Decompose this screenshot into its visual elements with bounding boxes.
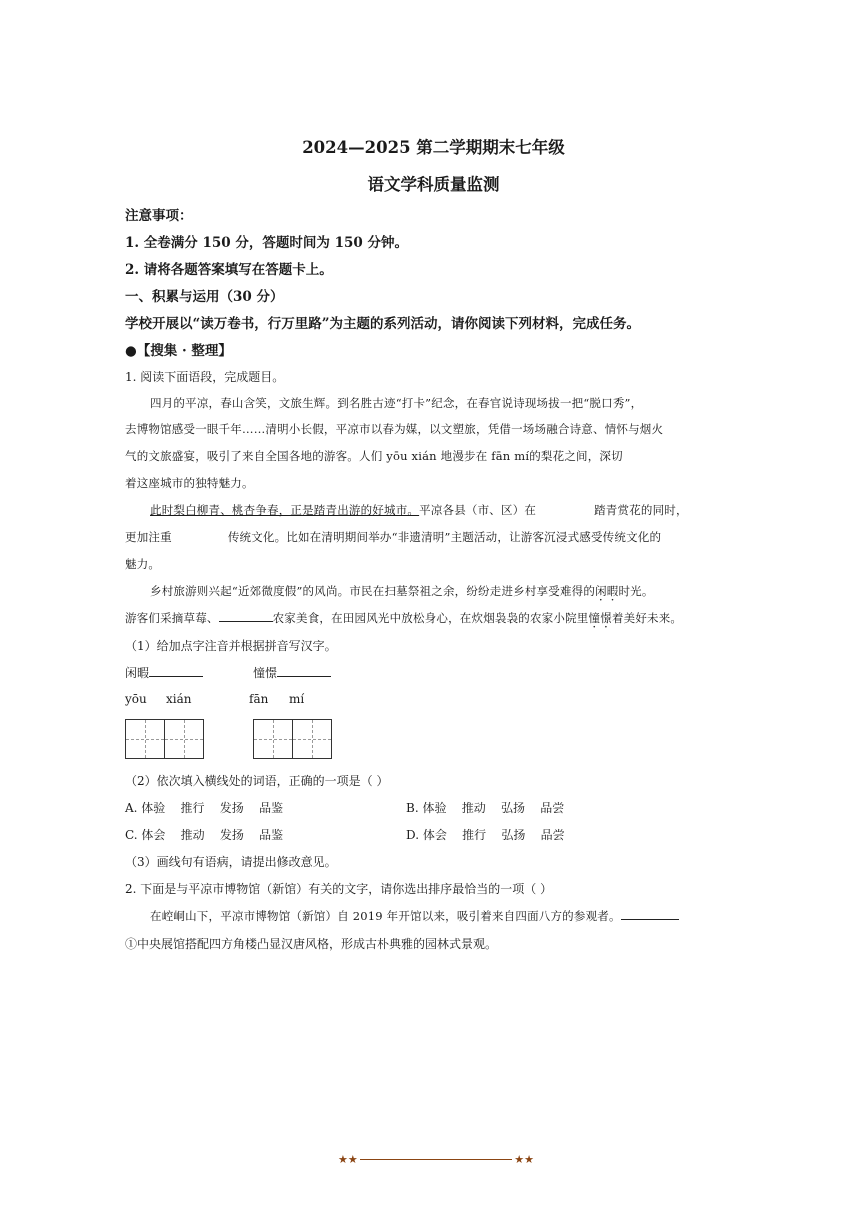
writing-grid[interactable] — [253, 719, 332, 759]
passage-line: 四月的平凉，春山含笑，文旅生辉。到名胜古迹“打卡”纪念，在春官说诗现场拔一把“脱口秀”， — [150, 396, 643, 410]
passage-line: 此时梨白柳青、桃杏争春，正是踏青出游的好城市。平凉各县（市、区）在 踏青赏花的同时， — [150, 503, 688, 517]
star-icon: ★★ — [338, 1152, 358, 1166]
passage-line: 游客们采摘草莓、 农家美食，在田园风光中放松身心，在炊烟袅袅的农家小院里憧憬着美好未来。 — [125, 611, 683, 625]
grid-cell[interactable] — [165, 720, 203, 758]
task-heading: ●【搜集 · 整理】 — [125, 343, 232, 359]
grid-cell[interactable] — [293, 720, 331, 758]
pinyin-label: xián — [166, 692, 192, 706]
fill-blank[interactable] — [219, 621, 273, 622]
page-subtitle: 语文学科质量监测 — [367, 175, 500, 194]
underlined-sentence: 此时梨白柳青、桃杏争春，正是踏青出游的好城市。 — [150, 503, 420, 517]
passage-line: 更加注重 传统文化。比如在清明期间举办“非遗清明”主题活动，让游客沉浸式感受传统文化的 — [125, 530, 662, 544]
section-intro: 学校开展以“读万卷书，行万里路”为主题的系列活动，请你阅读下列材料，完成任务。 — [125, 316, 641, 332]
word-item: 闲暇 — [125, 664, 203, 681]
option-d[interactable]: D. 体会 推行 弘扬 品尝 — [406, 828, 565, 842]
passage-line: 着这座城市的独特魅力。 — [125, 476, 254, 490]
passage-line: 去博物馆感受一眼千年……清明小长假，平凉市以春为媒，以文塑旅，凭借一场场融合诗意、情怀与烟火 — [125, 422, 664, 436]
question-1-stem: 1. 阅读下面语段，完成题目。 — [125, 370, 285, 384]
pinyin-label: yōu — [125, 692, 147, 706]
word-item: 憧憬 — [253, 664, 331, 681]
passage-line: 气的文旅盛宴，吸引了来自全国各地的游客。人们 yōu xián 地漫步在 fān mí的梨花之间，深切 — [125, 449, 623, 463]
pinyin-label: mí — [289, 692, 305, 706]
option-b[interactable]: B. 体验 推动 弘扬 品尝 — [406, 801, 565, 815]
answer-blank[interactable] — [277, 676, 331, 677]
grid-cell[interactable] — [254, 720, 293, 758]
writing-grid[interactable] — [125, 719, 204, 759]
answer-blank[interactable] — [149, 676, 203, 677]
passage-line: 魅力。 — [125, 557, 161, 571]
page-footer-ornament — [338, 1152, 534, 1166]
star-icon: ★★ — [514, 1152, 534, 1166]
grid-cell[interactable] — [126, 720, 165, 758]
notice-item-1: 1. 全卷满分 150 分，答题时间为 150 分钟。 — [125, 235, 408, 251]
sub-question-3: （3）画线句有语病，请提出修改意见。 — [125, 855, 337, 869]
passage-line: 在崆峒山下，平凉市博物馆（新馆）自 2019 年开馆以来，吸引着来自四面八方的参观者。 — [150, 908, 679, 924]
passage-item-1: ①中央展馆搭配四方角楼凸显汉唐风格，形成古朴典雅的园林式景观。 — [125, 937, 498, 951]
notice-heading: 注意事项： — [125, 208, 193, 224]
option-c[interactable]: C. 体会 推动 发扬 品鉴 — [125, 828, 284, 842]
divider-line — [360, 1159, 513, 1160]
sub-question-1: （1）给加点字注音并根据拼音写汉字。 — [125, 639, 337, 653]
sub-question-2: （2）依次填入横线处的词语，正确的一项是（ ） — [125, 774, 389, 788]
question-2-stem: 2. 下面是与平凉市博物馆（新馆）有关的文字，请你选出排序最恰当的一项（ ） — [125, 882, 553, 896]
fill-blank[interactable] — [621, 919, 679, 920]
page-title: 2024—2025 第二学期期末七年级 — [302, 138, 565, 157]
pinyin-label: fān — [249, 692, 269, 706]
notice-item-2: 2. 请将各题答案填写在答题卡上。 — [125, 262, 333, 278]
option-a[interactable]: A. 体验 推行 发扬 品鉴 — [125, 801, 284, 815]
passage-line: 乡村旅游则兴起“近郊微度假”的风尚。市民在扫墓祭祖之余，纷纷走进乡村享受难得的闲暇时光。 — [150, 584, 654, 598]
section-heading: 一、积累与运用（30 分） — [125, 289, 284, 305]
